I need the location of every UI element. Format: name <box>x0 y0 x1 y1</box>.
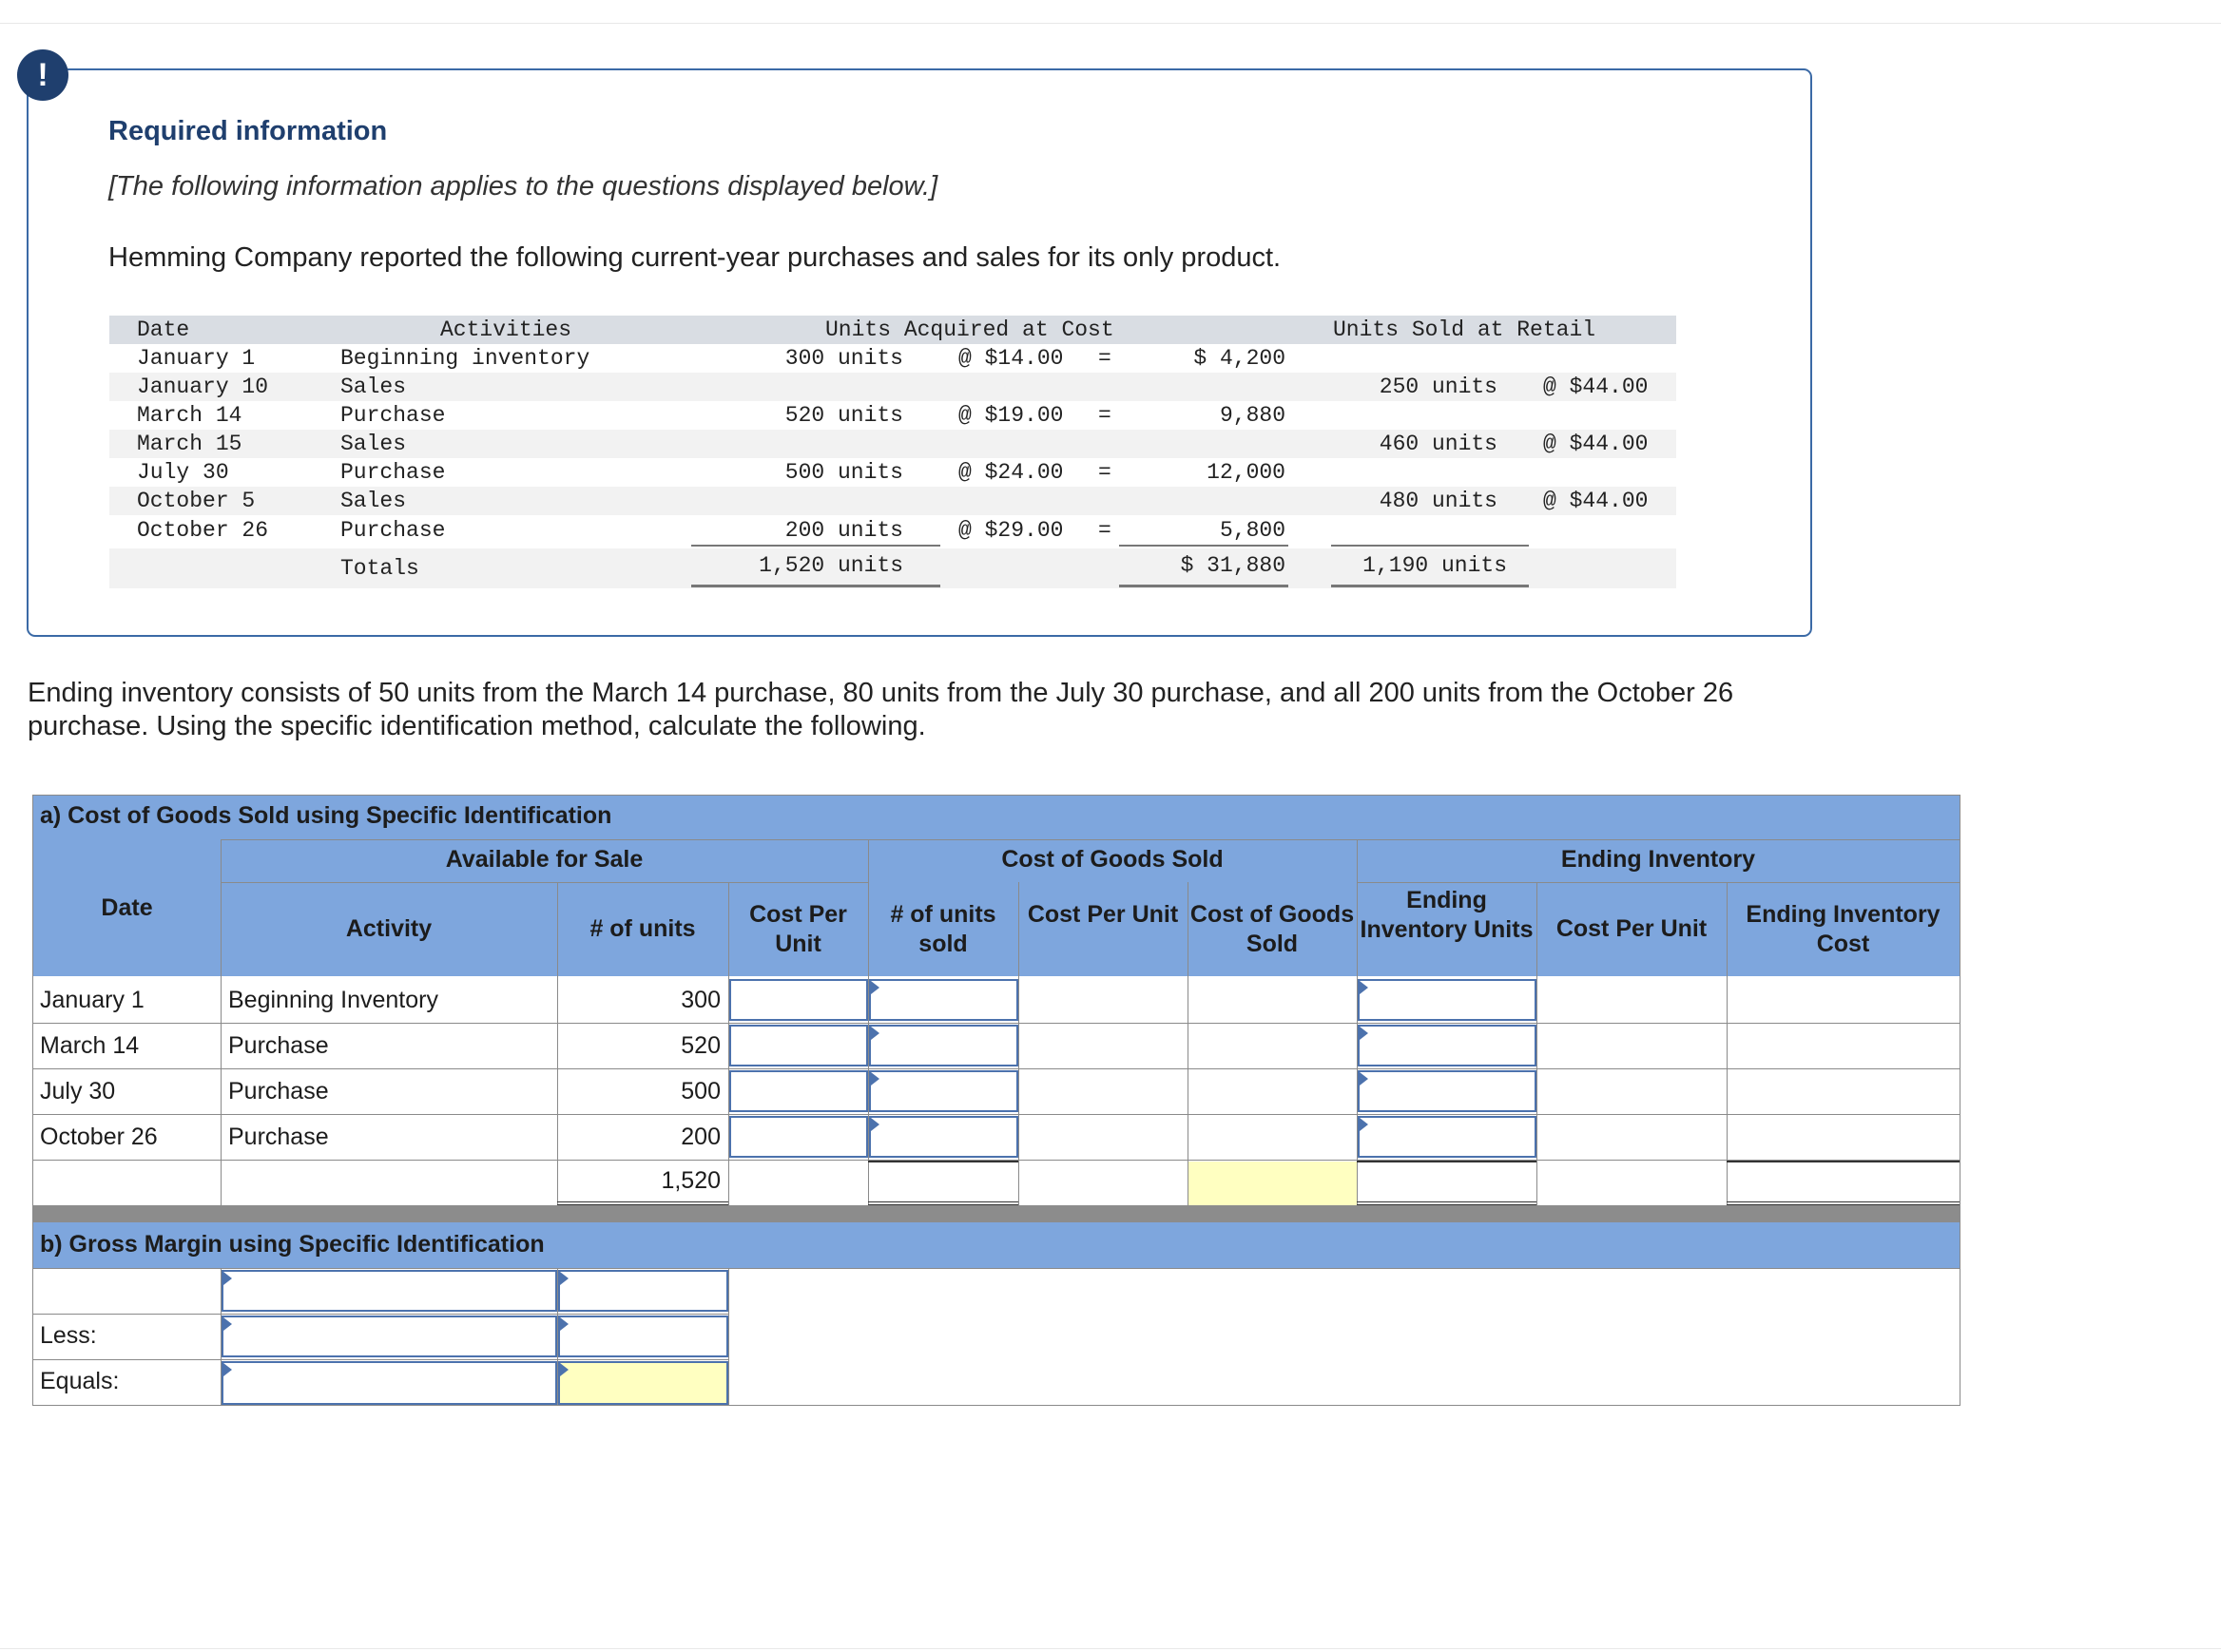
row-equals: = <box>1098 518 1111 543</box>
col-header-date: Date <box>101 894 153 921</box>
col-header-units-sold: # of units sold <box>890 901 996 957</box>
row-activity: Purchase <box>340 403 446 428</box>
col-header-ending-cost-per-unit: Cost Per Unit <box>1555 915 1708 942</box>
units-sold-input-jan1[interactable] <box>869 979 1018 1021</box>
alert-icon: ! <box>17 49 68 101</box>
row-date: July 30 <box>40 1078 116 1105</box>
table-row <box>109 344 1676 373</box>
row-activity: Purchase <box>340 460 446 485</box>
row-units: 200 <box>681 1124 721 1150</box>
col-line <box>1018 882 1019 1205</box>
row-date: July 30 <box>137 460 229 485</box>
row-date: January 10 <box>137 375 269 399</box>
sold-units-underline <box>1331 545 1529 547</box>
row-activity: Sales <box>340 489 407 513</box>
table-row <box>109 487 1676 515</box>
total-units: 1,520 <box>661 1167 721 1194</box>
units-sold-input-oct26[interactable] <box>869 1116 1018 1158</box>
header-date: Date <box>137 317 190 342</box>
col-header-ending-units: Ending Inventory Units <box>1360 887 1534 943</box>
table-row <box>109 458 1676 487</box>
row-activity: Sales <box>340 432 407 456</box>
col-header-units: # of units <box>589 915 696 942</box>
totals-label: Totals <box>340 556 419 581</box>
row-acq-price: @ $29.00 <box>958 518 1064 543</box>
row-acq-total: $ 4,200 <box>1193 346 1285 371</box>
section-separator <box>33 1205 1960 1222</box>
gm-amount-input-2[interactable] <box>558 1316 728 1357</box>
table-row <box>109 373 1676 401</box>
cost-per-unit-input-jul30[interactable] <box>729 1070 868 1112</box>
totals-acq-units: 1,520 units <box>759 553 903 578</box>
totals-acq-total: $ 31,880 <box>1180 553 1285 578</box>
gm-amount-input-1[interactable] <box>558 1270 728 1312</box>
gm-label-input-2[interactable] <box>222 1316 557 1357</box>
group-header-ending: Ending Inventory <box>1560 846 1756 873</box>
group-header-cogs: Cost of Goods Sold <box>1001 846 1224 873</box>
section-a-title: a) Cost of Goods Sold using Specific Identification <box>40 802 612 829</box>
top-divider <box>0 23 2221 24</box>
acq-total-underline <box>1119 545 1288 547</box>
acq-units-underline <box>691 545 940 547</box>
row-units: 520 <box>681 1032 721 1059</box>
row-acq-price: @ $19.00 <box>958 403 1064 428</box>
cost-per-unit-input-mar14[interactable] <box>729 1025 868 1066</box>
row-line <box>33 1268 1960 1269</box>
header-line <box>221 882 868 883</box>
row-units: 500 <box>681 1078 721 1105</box>
row-line <box>33 1023 1960 1024</box>
row-acq-units: 200 units <box>784 518 903 543</box>
row-line <box>33 1068 1960 1069</box>
col-line <box>728 1268 729 1406</box>
ending-units-input-oct26[interactable] <box>1358 1116 1536 1158</box>
table-row <box>109 401 1676 430</box>
row-activity: Beginning Inventory <box>228 987 438 1013</box>
totals-sold-units: 1,190 units <box>1362 553 1507 578</box>
header-units-acquired: Units Acquired at Cost <box>825 317 1114 342</box>
row-acq-total: 9,880 <box>1219 403 1285 428</box>
total-top-line <box>1357 1161 1536 1162</box>
row-acq-price: @ $14.00 <box>958 346 1064 371</box>
group-header-available: Available for Sale <box>445 846 644 873</box>
row-equals: = <box>1098 346 1111 371</box>
header-activities: Activities <box>440 317 572 342</box>
bottom-divider <box>0 1648 2221 1649</box>
row-activity: Purchase <box>228 1032 329 1059</box>
section-b-title: b) Gross Margin using Specific Identification <box>40 1231 545 1258</box>
col-header-cogs-cost-per-unit: Cost Per Unit <box>1027 901 1179 928</box>
required-info-title: Required information <box>108 116 388 146</box>
row-sold-price: @ $44.00 <box>1543 432 1649 456</box>
row-sold-units: 480 units <box>1379 489 1497 513</box>
row-date: October 5 <box>137 489 256 513</box>
row-activity: Purchase <box>228 1078 329 1105</box>
row-acq-price: @ $24.00 <box>958 460 1064 485</box>
totals-sold-underline <box>1331 585 1529 587</box>
row-line <box>33 1314 728 1315</box>
gm-row-label: Equals: <box>40 1368 120 1394</box>
row-date: January 1 <box>40 987 145 1013</box>
row-date: March 15 <box>137 432 242 456</box>
table-row <box>109 430 1676 458</box>
total-cogs-cell[interactable] <box>1188 1162 1357 1205</box>
table-header-row <box>109 316 1676 344</box>
gm-row-label: Less: <box>40 1322 97 1349</box>
gross-margin-total-input[interactable] <box>558 1361 728 1405</box>
row-date: March 14 <box>137 403 242 428</box>
row-sold-price: @ $44.00 <box>1543 489 1649 513</box>
gm-label-input-1[interactable] <box>222 1270 557 1312</box>
totals-total-underline <box>1119 585 1288 587</box>
col-header-ending-cost: Ending Inventory Cost <box>1746 901 1941 957</box>
row-sold-units: 460 units <box>1379 432 1497 456</box>
row-acq-units: 520 units <box>784 403 903 428</box>
cost-per-unit-input-oct26[interactable] <box>729 1116 868 1158</box>
ending-units-input-jan1[interactable] <box>1358 979 1536 1021</box>
header-line <box>1357 882 1960 883</box>
row-acq-units: 300 units <box>784 346 903 371</box>
col-header-cogs: Cost of Goods Sold <box>1189 901 1355 957</box>
table-totals-row <box>109 548 1676 588</box>
row-line <box>33 1114 1960 1115</box>
row-acq-total: 5,800 <box>1219 518 1285 543</box>
col-header-activity: Activity <box>345 915 433 942</box>
row-sold-price: @ $44.00 <box>1543 375 1649 399</box>
table-row <box>109 516 1676 545</box>
row-date: October 26 <box>40 1124 158 1150</box>
info-subtitle: [The following information applies to the questions displayed below.] <box>108 171 938 202</box>
col-header-cost-per-unit: Cost Per Unit <box>749 901 847 957</box>
row-activity: Purchase <box>340 518 446 543</box>
units-sold-input-jul30[interactable] <box>869 1070 1018 1112</box>
row-units: 300 <box>681 987 721 1013</box>
total-top-line <box>868 1161 1018 1162</box>
row-activity: Purchase <box>228 1124 329 1150</box>
instructions-text: Ending inventory consists of 50 units from the March 14 purchase, 80 units from the July 30 purchase, and all 200 units from the October 26 purchase. Using the specific identification method, calculate the following. <box>28 678 1734 741</box>
row-activity: Sales <box>340 375 407 399</box>
header-line <box>221 839 1960 840</box>
ending-units-input-mar14[interactable] <box>1358 1025 1536 1066</box>
row-equals: = <box>1098 460 1111 485</box>
header-units-sold: Units Sold at Retail <box>1333 317 1596 342</box>
row-activity: Beginning inventory <box>340 346 590 371</box>
total-top-line <box>1727 1161 1960 1162</box>
totals-acq-underline <box>691 585 940 587</box>
row-equals: = <box>1098 403 1111 428</box>
row-acq-units: 500 units <box>784 460 903 485</box>
row-date: March 14 <box>40 1032 140 1059</box>
row-date: January 1 <box>137 346 256 371</box>
row-line <box>33 1359 728 1360</box>
units-sold-input-mar14[interactable] <box>869 1025 1018 1066</box>
row-acq-total: 12,000 <box>1207 460 1285 485</box>
intro-text: Hemming Company reported the following current-year purchases and sales for its only product. <box>108 242 1282 273</box>
row-date: October 26 <box>137 518 269 543</box>
row-sold-units: 250 units <box>1379 375 1497 399</box>
cost-per-unit-input-jan1[interactable] <box>729 979 868 1021</box>
gm-label-input-3[interactable] <box>222 1361 557 1405</box>
ending-units-input-jul30[interactable] <box>1358 1070 1536 1112</box>
